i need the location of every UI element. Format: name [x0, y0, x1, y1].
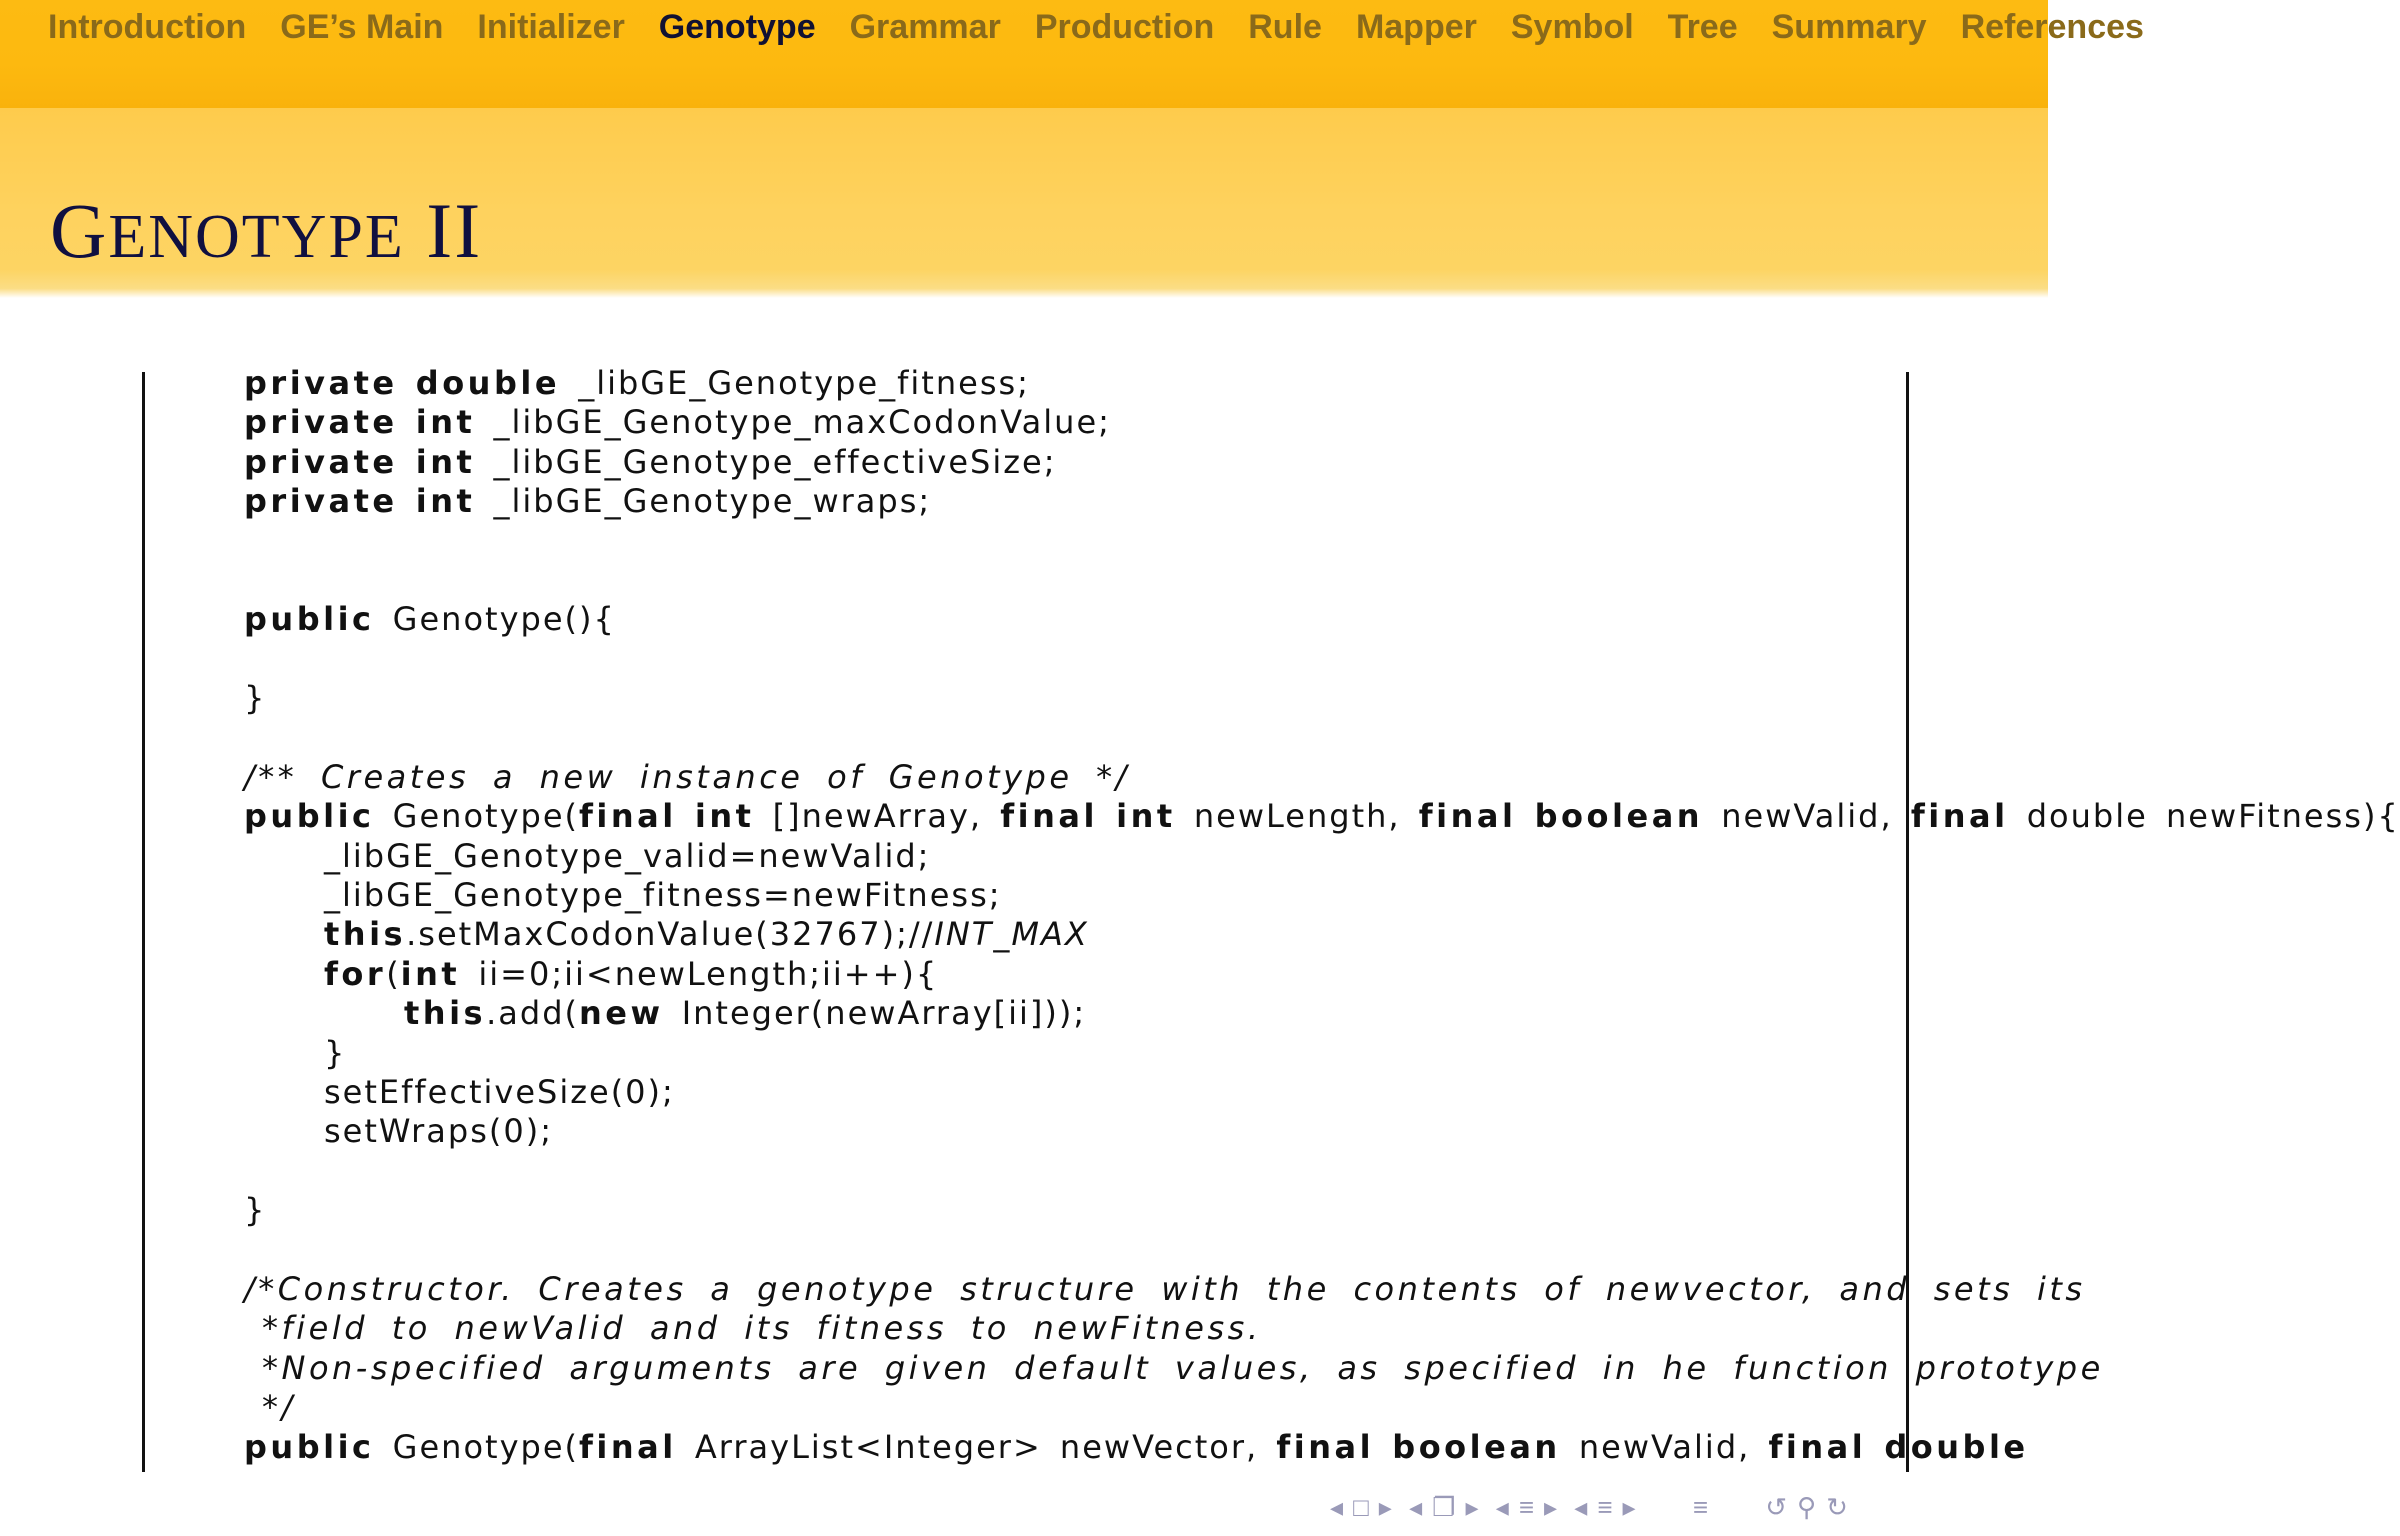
code-line — [244, 364, 2048, 403]
code-text: _libGE_Genotype_effectiveSize; — [493, 442, 1057, 481]
keyword: int — [415, 442, 476, 481]
code-text: newLength, — [1193, 797, 1401, 836]
nav-item-summary[interactable]: Summary — [1771, 8, 1927, 46]
nav-item-mapper[interactable]: Mapper — [1355, 8, 1477, 46]
nav-left-arrow-icon[interactable]: ◂ — [1409, 1491, 1423, 1522]
comment-line — [244, 758, 2048, 797]
code-text: setEffectiveSize(0); — [324, 1073, 675, 1112]
comment-text: INT_MAX — [934, 915, 1089, 954]
keyword: final — [1768, 1427, 1867, 1466]
blank-line — [244, 1152, 2048, 1191]
nav-item-introduction[interactable]: Introduction — [48, 8, 247, 46]
code-text: Integer(newArray[ii])); — [681, 994, 1087, 1033]
section-nav-list — [48, 8, 2178, 47]
keyword: this — [404, 994, 487, 1033]
comment-text: /** Creates a new instance of Genotype */ — [244, 757, 1130, 796]
code-text: setWraps(0); — [324, 1112, 553, 1151]
title-smallcaps: ENOTYPE — [108, 203, 405, 271]
nav-left-arrow-icon[interactable]: ◂ — [1495, 1491, 1509, 1522]
keyword: private — [244, 442, 398, 481]
keyword: double — [1884, 1427, 2029, 1466]
code-line — [244, 1073, 2048, 1112]
code-text: .add( — [486, 994, 579, 1033]
section-navigation-bar — [0, 0, 2144, 108]
nav-item-grammar[interactable]: Grammar — [849, 8, 1001, 46]
comment-text: */ — [262, 1388, 296, 1427]
frame-title-bar — [0, 108, 2048, 298]
keyword: final — [578, 1427, 677, 1466]
keyword: new — [578, 994, 664, 1033]
code-text: _libGE_Genotype_maxCodonValue; — [493, 403, 1111, 442]
blank-line — [244, 561, 2048, 600]
code-listing — [244, 364, 2400, 1474]
keyword: public — [244, 797, 375, 836]
code-text: newValid, — [1721, 797, 1893, 836]
keyword: this — [324, 915, 407, 954]
keyword: private — [244, 364, 398, 402]
code-line — [244, 994, 2048, 1033]
code-text: Genotype(){ — [392, 600, 616, 639]
search-icon[interactable]: ⚲ — [1797, 1491, 1817, 1522]
code-text: } — [244, 679, 267, 718]
nav-right-arrow-icon[interactable]: ▸ — [1622, 1491, 1636, 1522]
title-initial: G — [50, 187, 109, 274]
nav-left-arrow-icon[interactable]: ◂ — [1330, 1491, 1344, 1522]
keyword: private — [244, 482, 398, 521]
nav-right-arrow-icon[interactable]: ▸ — [1543, 1491, 1558, 1522]
nav-item-production[interactable]: Production — [1034, 8, 1215, 46]
code-text: Genotype( — [392, 1427, 579, 1466]
blank-line — [244, 719, 2048, 758]
code-text: _libGE_Genotype_valid=newValid; — [324, 836, 931, 875]
comment-text: *Non-specified arguments are given default values, as specified in he function prototype — [262, 1348, 2104, 1387]
code-line — [244, 600, 2048, 639]
keyword: final — [1910, 797, 2009, 836]
forward-icon[interactable]: ↻ — [1826, 1491, 1848, 1522]
code-line — [244, 876, 2048, 915]
code-text: .setMaxCodonValue(32767);// — [406, 915, 935, 954]
code-text: } — [324, 1033, 347, 1072]
code-text: double newFitness){ — [2026, 797, 2400, 836]
section-icon[interactable]: ≡ — [1518, 1491, 1534, 1522]
keyword: public — [244, 1427, 375, 1466]
code-line — [244, 1034, 2048, 1073]
nav-item-symbol[interactable]: Symbol — [1510, 8, 1634, 46]
code-line — [244, 482, 2048, 521]
code-line — [244, 1428, 2048, 1467]
frame-icon[interactable]: □ — [1353, 1491, 1369, 1522]
keyword: double — [415, 364, 561, 402]
listing-frame-left-rule — [142, 372, 145, 1472]
code-text: _libGE_Genotype_wraps; — [493, 482, 932, 521]
nav-item-references[interactable]: References — [1960, 8, 2144, 46]
code-text: _libGE_Genotype_fitness; — [578, 364, 1030, 402]
document-icon[interactable]: ≡ — [1597, 1491, 1613, 1522]
nav-item-initializer[interactable]: Initializer — [477, 8, 625, 46]
code-text: []newArray, — [772, 797, 983, 836]
beamer-navigation-symbols — [1330, 1490, 1858, 1520]
nav-item-rule[interactable]: Rule — [1248, 8, 1322, 46]
keyword: int — [415, 403, 476, 442]
code-line — [244, 955, 2048, 994]
keyword: int — [694, 797, 755, 836]
slide-title — [50, 186, 482, 276]
back-icon[interactable]: ↺ — [1765, 1491, 1788, 1522]
blank-line — [244, 522, 2048, 561]
nav-item-ges-main[interactable]: GE’s Main — [280, 8, 444, 46]
code-text: newValid, — [1578, 1427, 1751, 1466]
nav-item-tree[interactable]: Tree — [1667, 8, 1738, 46]
nav-right-arrow-icon[interactable]: ▸ — [1465, 1491, 1479, 1522]
code-line — [244, 837, 2048, 876]
keyword: boolean — [1534, 797, 1704, 836]
code-text: _libGE_Genotype_fitness=newFitness; — [324, 876, 1002, 915]
code-line — [244, 679, 2048, 718]
keyword: final — [1276, 1427, 1375, 1466]
keyword: private — [244, 403, 398, 442]
code-line — [244, 915, 2048, 954]
nav-item-genotype[interactable]: Genotype — [658, 8, 816, 46]
nav-left-arrow-icon[interactable]: ◂ — [1574, 1491, 1588, 1522]
keyword: public — [244, 600, 375, 639]
title-suffix: II — [404, 187, 483, 274]
code-line — [244, 403, 2048, 442]
comment-text: *field to newValid and its fitness to newFitness. — [262, 1309, 1262, 1348]
keyword: int — [415, 482, 476, 521]
code-text: } — [244, 1191, 267, 1230]
code-text: ArrayList<Integer> newVector, — [694, 1427, 1259, 1466]
appendix-icon[interactable]: ≡ — [1692, 1491, 1708, 1522]
keyword: boolean — [1392, 1427, 1561, 1466]
keyword: final — [1000, 797, 1098, 836]
blank-line — [244, 640, 2048, 679]
subsection-icon[interactable]: ❐ — [1432, 1491, 1456, 1522]
keyword: final — [1418, 797, 1517, 836]
comment-line — [244, 1388, 2048, 1427]
keyword: for — [324, 954, 387, 993]
blank-line — [244, 1231, 2048, 1270]
keyword: final — [578, 797, 677, 836]
comment-line — [244, 1269, 2086, 1309]
code-text: ( — [386, 954, 401, 993]
code-text: ii=0;ii<newLength;ii++){ — [478, 954, 939, 993]
keyword: int — [1116, 797, 1176, 836]
code-line — [244, 443, 2048, 482]
keyword: int — [400, 954, 461, 993]
comment-text: /*Constructor. Creates a genotype structure with the contents of newvector, and sets its — [244, 1269, 2086, 1308]
code-line — [244, 797, 2400, 836]
code-line — [244, 1112, 2048, 1151]
comment-line — [244, 1309, 2048, 1348]
code-line — [244, 1191, 2048, 1230]
comment-line — [244, 1348, 2104, 1388]
nav-right-arrow-icon[interactable]: ▸ — [1378, 1491, 1392, 1522]
code-text: Genotype( — [392, 797, 579, 836]
